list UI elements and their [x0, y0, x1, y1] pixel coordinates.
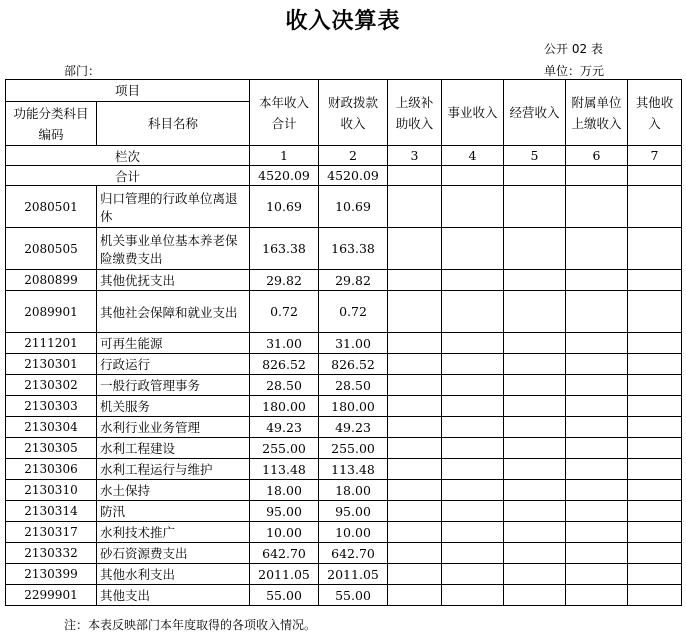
- row-col2-fiscal: 642.70: [319, 543, 388, 564]
- row-code: 2080899: [6, 270, 97, 291]
- row-empty-cell: [628, 396, 682, 417]
- row-empty-cell: [566, 333, 628, 354]
- row-empty-cell: [388, 543, 442, 564]
- row-subject-name: 水利行业业务管理: [97, 417, 250, 438]
- table-row: [6, 270, 682, 291]
- row-empty-cell: [442, 522, 504, 543]
- row-empty-cell: [442, 585, 504, 606]
- row-empty-cell: [628, 480, 682, 501]
- row-empty-cell: [442, 564, 504, 585]
- row-empty-cell: [566, 417, 628, 438]
- row-empty-cell: [566, 585, 628, 606]
- row-empty-cell: [628, 543, 682, 564]
- table-row: [6, 228, 682, 270]
- header-col4: 事业收入: [442, 80, 504, 146]
- row-empty-cell: [628, 417, 682, 438]
- row-code: 2130302: [6, 375, 97, 396]
- row-code: 2130301: [6, 354, 97, 375]
- row-col1-total: 0.72: [250, 291, 319, 333]
- row-empty-cell: [504, 480, 566, 501]
- row-empty-cell: [388, 186, 442, 228]
- row-empty-cell: [504, 396, 566, 417]
- row-empty-cell: [388, 501, 442, 522]
- department-label: 部门：: [64, 64, 101, 78]
- row-subject-name: 可再生能源: [97, 333, 250, 354]
- row-empty-cell: [388, 417, 442, 438]
- row-code: 2130314: [6, 501, 97, 522]
- row-empty-cell: [566, 522, 628, 543]
- header-col3: 上级补助收入: [388, 80, 442, 146]
- row-code: 2080505: [6, 228, 97, 270]
- row-subject-name: 归口管理的行政单位离退休: [97, 186, 250, 228]
- row-code: 2130310: [6, 480, 97, 501]
- row-empty-cell: [566, 438, 628, 459]
- row-empty-cell: [504, 228, 566, 270]
- row-subject-name: 砂石资源费支出: [97, 543, 250, 564]
- row-empty-cell: [566, 354, 628, 375]
- row-empty-cell: [628, 186, 682, 228]
- row-empty-cell: [504, 291, 566, 333]
- row-empty-cell: [388, 459, 442, 480]
- row-empty-cell: [442, 186, 504, 228]
- row-empty-cell: [628, 291, 682, 333]
- table-row: [6, 291, 682, 333]
- row-subject-name: 其他支出: [97, 585, 250, 606]
- row-subject-name: 行政运行: [97, 354, 250, 375]
- row-empty-cell: [388, 438, 442, 459]
- row-subject-name: 其他优抚支出: [97, 270, 250, 291]
- table-row: [6, 333, 682, 354]
- row-col1-total: 55.00: [250, 585, 319, 606]
- row-empty-cell: [628, 564, 682, 585]
- row-empty-cell: [388, 228, 442, 270]
- row-empty-cell: [566, 375, 628, 396]
- row-empty-cell: [442, 501, 504, 522]
- table-row: [6, 396, 682, 417]
- index-num-3: 3: [388, 146, 442, 166]
- row-col2-fiscal: 826.52: [319, 354, 388, 375]
- total-col1: 4520.09: [250, 166, 319, 186]
- table-row: [6, 459, 682, 480]
- index-num-4: 4: [442, 146, 504, 166]
- index-num-7: 7: [628, 146, 682, 166]
- row-subject-name: 防汛: [97, 501, 250, 522]
- total-row-label: 合计: [6, 166, 250, 186]
- row-code: 2089901: [6, 291, 97, 333]
- row-empty-cell: [628, 501, 682, 522]
- row-code: 2130303: [6, 396, 97, 417]
- row-empty-cell: [388, 291, 442, 333]
- row-code: 2130306: [6, 459, 97, 480]
- row-col2-fiscal: 255.00: [319, 438, 388, 459]
- row-empty-cell: [566, 543, 628, 564]
- row-col1-total: 29.82: [250, 270, 319, 291]
- row-empty-cell: [442, 270, 504, 291]
- row-code: 2130304: [6, 417, 97, 438]
- row-col1-total: 10.69: [250, 186, 319, 228]
- row-col1-total: 255.00: [250, 438, 319, 459]
- row-empty-cell: [504, 354, 566, 375]
- row-col2-fiscal: 10.69: [319, 186, 388, 228]
- row-empty-cell: [388, 396, 442, 417]
- row-empty-cell: [504, 459, 566, 480]
- row-empty-cell: [628, 522, 682, 543]
- row-col2-fiscal: 10.00: [319, 522, 388, 543]
- row-empty-cell: [628, 375, 682, 396]
- row-empty-cell: [566, 270, 628, 291]
- row-empty-cell: [442, 375, 504, 396]
- row-code: 2111201: [6, 333, 97, 354]
- row-col1-total: 2011.05: [250, 564, 319, 585]
- header-col7: 其他收入: [628, 80, 682, 146]
- header-col6: 附属单位上缴收入: [566, 80, 628, 146]
- row-empty-cell: [504, 375, 566, 396]
- row-empty-cell: [388, 354, 442, 375]
- row-empty-cell: [628, 270, 682, 291]
- table-row: [6, 564, 682, 585]
- row-col2-fiscal: 49.23: [319, 417, 388, 438]
- report-title: 收入决算表: [285, 9, 401, 34]
- header-item: 项目: [6, 80, 250, 102]
- row-code: 2130317: [6, 522, 97, 543]
- row-empty-cell: [504, 543, 566, 564]
- row-empty-cell: [442, 459, 504, 480]
- row-empty-cell: [388, 522, 442, 543]
- row-code: 2130399: [6, 564, 97, 585]
- row-col2-fiscal: 0.72: [319, 291, 388, 333]
- table-row: [6, 543, 682, 564]
- row-empty-cell: [504, 333, 566, 354]
- row-col1-total: 28.50: [250, 375, 319, 396]
- row-col2-fiscal: 2011.05: [319, 564, 388, 585]
- row-empty-cell: [566, 459, 628, 480]
- row-empty-cell: [442, 438, 504, 459]
- total-col2: 4520.09: [319, 166, 388, 186]
- row-col2-fiscal: 31.00: [319, 333, 388, 354]
- row-subject-name: 一般行政管理事务: [97, 375, 250, 396]
- row-empty-cell: [504, 585, 566, 606]
- row-empty-cell: [388, 375, 442, 396]
- row-empty-cell: [504, 564, 566, 585]
- row-code: 2130305: [6, 438, 97, 459]
- table-row: [6, 522, 682, 543]
- row-empty-cell: [504, 522, 566, 543]
- row-col2-fiscal: 55.00: [319, 585, 388, 606]
- row-empty-cell: [566, 396, 628, 417]
- row-empty-cell: [442, 228, 504, 270]
- row-col1-total: 163.38: [250, 228, 319, 270]
- row-empty-cell: [628, 438, 682, 459]
- row-code: 2130332: [6, 543, 97, 564]
- row-empty-cell: [504, 270, 566, 291]
- table-row: [6, 585, 682, 606]
- table-row: [6, 480, 682, 501]
- row-col1-total: 49.23: [250, 417, 319, 438]
- row-subject-name: 机关事业单位基本养老保险缴费支出: [97, 228, 250, 270]
- index-num-6: 6: [566, 146, 628, 166]
- row-subject-name: 水利工程运行与维护: [97, 459, 250, 480]
- row-empty-cell: [442, 333, 504, 354]
- row-col1-total: 10.00: [250, 522, 319, 543]
- row-col1-total: 95.00: [250, 501, 319, 522]
- header-func-code: 功能分类科目编码: [6, 102, 97, 146]
- row-empty-cell: [566, 564, 628, 585]
- row-empty-cell: [566, 480, 628, 501]
- row-subject-name: 水土保持: [97, 480, 250, 501]
- row-empty-cell: [388, 270, 442, 291]
- header-col5: 经营收入: [504, 80, 566, 146]
- row-empty-cell: [388, 480, 442, 501]
- row-col1-total: 642.70: [250, 543, 319, 564]
- row-empty-cell: [442, 291, 504, 333]
- row-empty-cell: [504, 186, 566, 228]
- row-empty-cell: [504, 501, 566, 522]
- row-empty-cell: [442, 396, 504, 417]
- row-col1-total: 31.00: [250, 333, 319, 354]
- index-row-label: 栏次: [6, 146, 250, 166]
- row-col2-fiscal: 163.38: [319, 228, 388, 270]
- row-empty-cell: [566, 228, 628, 270]
- index-num-2: 2: [319, 146, 388, 166]
- row-col1-total: 18.00: [250, 480, 319, 501]
- row-empty-cell: [628, 354, 682, 375]
- unit-label: 单位：万元: [544, 64, 605, 78]
- table-row: [6, 354, 682, 375]
- row-empty-cell: [566, 501, 628, 522]
- row-subject-name: 水利工程建设: [97, 438, 250, 459]
- table-row: [6, 501, 682, 522]
- row-col2-fiscal: 18.00: [319, 480, 388, 501]
- row-empty-cell: [628, 459, 682, 480]
- header-col2: 财政拨款收入: [319, 80, 388, 146]
- row-col2-fiscal: 29.82: [319, 270, 388, 291]
- table-row: [6, 375, 682, 396]
- row-col2-fiscal: 113.48: [319, 459, 388, 480]
- row-empty-cell: [388, 585, 442, 606]
- row-empty-cell: [442, 417, 504, 438]
- row-subject-name: 水利技术推广: [97, 522, 250, 543]
- table-row: [6, 417, 682, 438]
- row-subject-name: 其他社会保障和就业支出: [97, 291, 250, 333]
- row-empty-cell: [504, 417, 566, 438]
- table-row: [6, 186, 682, 228]
- table-note: 注：本表反映部门本年度取得的各项收入情况。: [64, 618, 317, 632]
- row-col2-fiscal: 28.50: [319, 375, 388, 396]
- row-empty-cell: [628, 585, 682, 606]
- row-empty-cell: [442, 543, 504, 564]
- row-empty-cell: [388, 333, 442, 354]
- row-empty-cell: [628, 228, 682, 270]
- row-empty-cell: [566, 186, 628, 228]
- income-table: [5, 79, 682, 606]
- row-col2-fiscal: 95.00: [319, 501, 388, 522]
- row-col1-total: 113.48: [250, 459, 319, 480]
- header-col1: 本年收入合计: [250, 80, 319, 146]
- table-row: [6, 438, 682, 459]
- row-subject-name: 机关服务: [97, 396, 250, 417]
- row-empty-cell: [388, 564, 442, 585]
- row-empty-cell: [504, 438, 566, 459]
- index-num-1: 1: [250, 146, 319, 166]
- row-empty-cell: [442, 480, 504, 501]
- row-subject-name: 其他水利支出: [97, 564, 250, 585]
- row-col1-total: 180.00: [250, 396, 319, 417]
- row-code: 2080501: [6, 186, 97, 228]
- header-subject-name: 科目名称: [97, 102, 250, 146]
- row-col2-fiscal: 180.00: [319, 396, 388, 417]
- row-code: 2299901: [6, 585, 97, 606]
- row-col1-total: 826.52: [250, 354, 319, 375]
- form-number: 公开 02 表: [544, 42, 603, 56]
- row-empty-cell: [566, 291, 628, 333]
- index-num-5: 5: [504, 146, 566, 166]
- row-empty-cell: [442, 354, 504, 375]
- row-empty-cell: [628, 333, 682, 354]
